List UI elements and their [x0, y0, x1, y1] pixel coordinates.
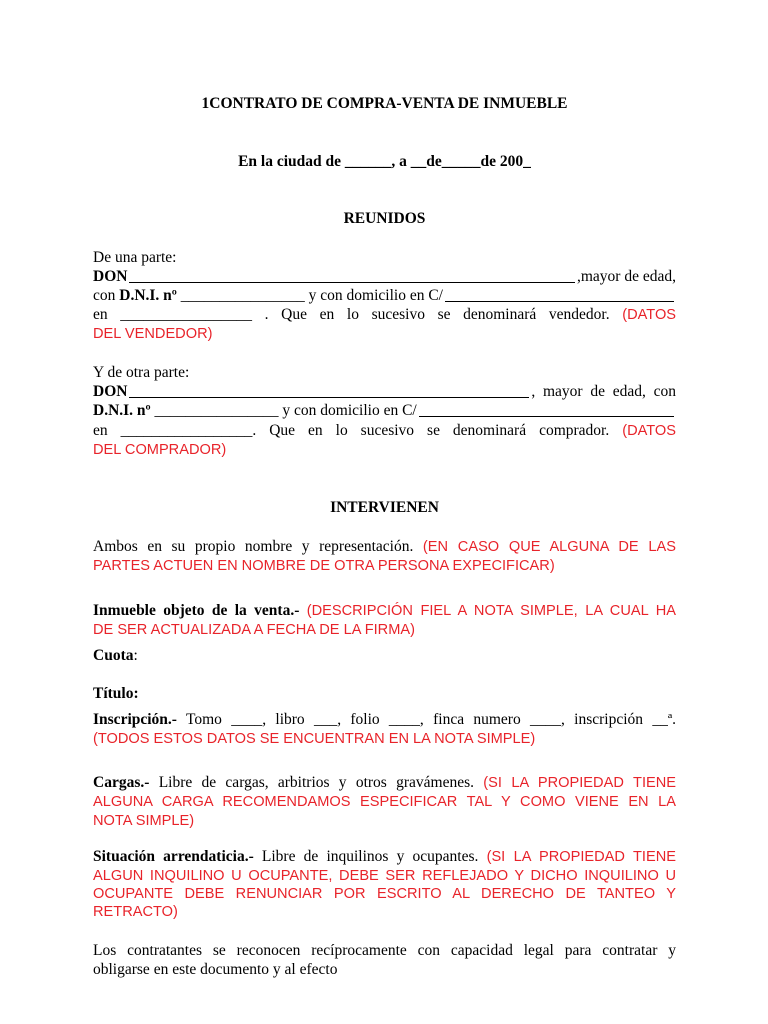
buyer-don-label: DON: [93, 383, 128, 400]
seller-don-label: DON: [93, 268, 128, 285]
titulo-label: Título:: [93, 685, 139, 702]
cargas-line: [93, 773, 676, 793]
situacion-note-3: OCUPANTE DEBE RENUNCIAR POR ESCRITO AL DERECHO DE TANTEO Y: [93, 886, 676, 902]
section-reunidos: REUNIDOS: [343, 210, 426, 227]
seller-en-line: [93, 305, 676, 325]
buyer-line1-tail: , mayor de edad, con: [531, 383, 676, 400]
ambos-note-1: (EN CASO QUE ALGUNA DE LAS: [422, 539, 676, 555]
buyer-en: en: [93, 422, 108, 439]
inmueble-label: Inmueble objeto de la venta.-: [93, 602, 300, 619]
buyer-note-2: DEL COMPRADOR): [93, 442, 227, 458]
seller-note-1: (DATOS: [622, 307, 677, 323]
cargas-note-3: NOTA SIMPLE): [93, 813, 195, 829]
inscripcion-label: Inscripción.-: [93, 711, 177, 728]
inmueble-note-2: DE SER ACTUALIZADA A FECHA DE LA FIRMA): [93, 622, 415, 638]
situacion-note-2: ALGUN INQUILINO U OCUPANTE, DEBE SER REFLEJADO Y DICHO INQUILINO U: [93, 868, 676, 884]
cargas-note-1: (SI LA PROPIEDAD TIENE: [483, 775, 677, 791]
closing-line-2: obligarse en este documento y al efecto: [93, 961, 338, 978]
place-date-line: En la ciudad de ______, a __de_____de 200_: [238, 153, 531, 170]
ambos-text: Ambos en su propio nombre y representación.: [93, 538, 414, 555]
situacion-text: Libre de inquilinos y ocupantes.: [261, 848, 479, 865]
ambos-note-2: PARTES ACTUEN EN NOMBRE DE OTRA PERSONA EXPECIFICAR): [93, 558, 555, 574]
cargas-label: Cargas.-: [93, 774, 150, 791]
inscripcion-line: [93, 710, 676, 729]
seller-note-2: DEL VENDEDOR): [93, 326, 213, 342]
buyer-address-blank: [419, 416, 674, 417]
seller-en: en: [93, 306, 108, 323]
section-intervienen: INTERVIENEN: [330, 499, 439, 516]
buyer-intro: Y de otra parte:: [93, 364, 190, 381]
inscripcion-note: (TODOS ESTOS DATOS SE ENCUENTRAN EN LA NOTA SIMPLE): [93, 731, 536, 747]
cuota-line: [93, 646, 676, 665]
seller-name-line: [93, 267, 676, 286]
buyer-sucesivo: . Que en lo sucesivo se denominará comprador.: [252, 422, 610, 439]
seller-name-blank: [129, 282, 575, 283]
seller-con: con: [93, 287, 116, 304]
cargas-note-2: ALGUNA CARGA RECOMENDAMOS ESPECIFICAR TAL Y COMO VIENE EN LA: [93, 794, 676, 810]
buyer-dni-blank: ________________: [154, 402, 279, 419]
inscripcion-text: Tomo ____, libro ___, folio ____, finca numero ____, inscripción __ª.: [185, 711, 676, 728]
seller-dni-label: D.N.I. nº: [119, 287, 177, 304]
buyer-name-line: [93, 382, 676, 401]
buyer-dni-label: D.N.I. nº: [93, 402, 151, 419]
buyer-en-line: [93, 421, 676, 441]
closing-line-1: Los contratantes se reconocen recíprocamente con capacidad legal para contratar y: [93, 942, 676, 959]
buyer-note-1: (DATOS: [622, 423, 677, 439]
ambos-line: [93, 537, 676, 557]
situacion-label: Situación arrendaticia.-: [93, 848, 254, 865]
seller-sucesivo: . Que en lo sucesivo se denominará vendedor.: [264, 306, 610, 323]
situacion-line: [93, 847, 676, 867]
buyer-en-blank: _________________: [120, 422, 253, 439]
seller-intro: De una parte:: [93, 249, 177, 266]
document-title: 1CONTRATO DE COMPRA-VENTA DE INMUEBLE: [201, 95, 568, 112]
seller-domicile: y con domicilio en C/: [308, 287, 443, 304]
seller-dni-blank: ________________: [180, 287, 305, 304]
buyer-dni-line: [93, 401, 676, 420]
situacion-note-1: (SI LA PROPIEDAD TIENE: [486, 849, 676, 865]
buyer-name-blank: [129, 397, 529, 398]
seller-line1-tail: ,mayor de edad,: [577, 268, 676, 285]
buyer-domicile: y con domicilio en C/: [282, 402, 417, 419]
situacion-note-4: RETRACTO): [93, 904, 178, 920]
cuota-label: Cuota: [93, 647, 134, 664]
cargas-text: Libre de cargas, arbitrios y otros gravámenes.: [158, 774, 475, 791]
cuota-colon: :: [133, 647, 138, 664]
seller-en-blank: _________________: [120, 306, 253, 323]
inmueble-line: [93, 601, 676, 621]
inmueble-note-1: (DESCRIPCIÓN FIEL A NOTA SIMPLE, LA CUAL HA: [306, 603, 676, 619]
seller-dni-line: [93, 286, 676, 305]
seller-address-blank: [445, 301, 674, 302]
